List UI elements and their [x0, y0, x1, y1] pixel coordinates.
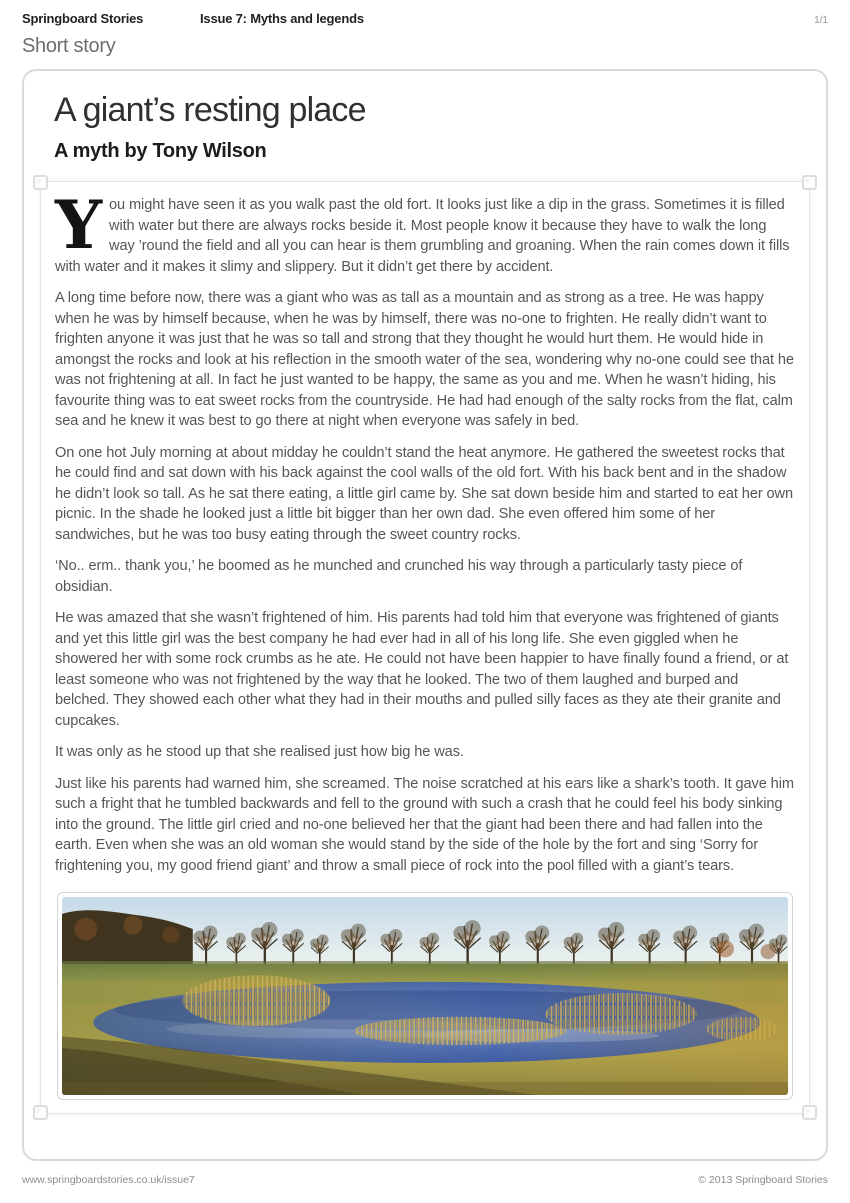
brand-title: Springboard Stories	[22, 11, 144, 26]
pond-landscape-photo	[62, 897, 788, 1095]
document-footer	[22, 1174, 828, 1186]
story-page-card	[22, 69, 828, 1161]
panel-corner-decoration	[33, 175, 48, 190]
story-paragraph: It was only as he stood up that she realised just how big he was.	[55, 744, 464, 760]
footer-copyright: © 2013 Springboard Stories	[698, 1174, 828, 1186]
issue-title: Issue 7: Myths and legends	[200, 11, 364, 26]
story-paragraph: On one hot July morning at about midday he couldn’t stand the heat anymore. He gathered the sweetest rocks that he could find and sat down with his back against the cool walls of the old fort. With his back bent and in the shadow he didn’t look so tall. As he sat there eating, a little girl came by. She sat down beside him and started to eat her own picnic. In the shade he looked just a little bit bigger than her own dad. She even offered him some of her sandwiches, but he was too busy eating through the sweet country rocks.	[55, 444, 794, 543]
story-paragraph: He was amazed that she wasn’t frightened of him. His parents had told him that everyone was frightened of giants and yet this little girl was the best company he had ever had in all of his long life. She even giggled when he showered her with some rock crumbs as he ate. He could not have been happier to have finally found a friend, or at least someone who was not frightened by the way that he looked. The two of them laughed and burped and belched. They showed each other what they had in their mouths and pulled silly faces as they ate their granite and cupcakes.	[55, 610, 789, 729]
panel-corner-decoration	[802, 1105, 817, 1120]
story-paragraph: A long time before now, there was a giant who was as tall as a mountain and as strong as a tree. He was happy when he was by himself because, when he was by himself, there was no-one to frighten. He really didn’t want to frighten anyone it was just that he was so tall and strong that they thought he would hurt them. He would hide in amongst the rocks and look at his reflection in the smooth water of the sea, wondering why no-one could see that he was not frightening at all. In fact he just wanted to be happy, the same as you and me. When he wasn’t hiding, his favourite thing was to eat sweet rocks from the countryside. He had had enough of the salty rocks from the flat, calm sea and he knew it was best to go there at night when everyone was safely in bed.	[55, 290, 794, 429]
story-text-panel	[40, 181, 810, 1114]
document-header	[0, 0, 850, 26]
page-title: A giant’s resting place	[54, 91, 366, 129]
panel-corner-decoration	[802, 175, 817, 190]
page-indicator: 1/1	[814, 15, 828, 26]
panel-corner-decoration	[33, 1105, 48, 1120]
story-photo-frame	[57, 892, 793, 1100]
story-paragraph	[55, 186, 795, 277]
category-label: Short story	[22, 35, 116, 57]
story-paragraph: Just like his parents had warned him, she screamed. The noise scratched at his ears like a shark’s tooth. It gave him such a fright that he tumbled backwards and fell to the ground with such a crash that he could feel his body sinking into the ground. The little girl cried and no-one believed her that the giant had been there and had fallen into the earth. Even when she was an old woman she would stand by the side of the hole by the fort and sing ‘Sorry for frightening you, my good friend giant’ and throw a small piece of rock into the pool filled with a giant’s tears.	[55, 775, 794, 874]
footer-url: www.springboardstories.co.uk/issue7	[22, 1174, 195, 1186]
story-byline: A myth by Tony Wilson	[54, 140, 267, 162]
story-paragraph: ‘No.. erm.. thank you,’ he boomed as he munched and crunched his way through a particularly tasty piece of obsidian.	[55, 558, 743, 595]
drop-cap: Y	[55, 186, 103, 264]
paragraph-text: ou might have seen it as you walk past the old fort. It looks just like a dip in the grass. Sometimes it is filled with water but there are always rocks beside it. Most people know it because they have to walk the long way ’round the field and all you can hear is them grumbling and groaning. When the rain comes down it fills with water and it makes it slimy and slippery. But it didn’t get there by accident.	[55, 197, 790, 275]
